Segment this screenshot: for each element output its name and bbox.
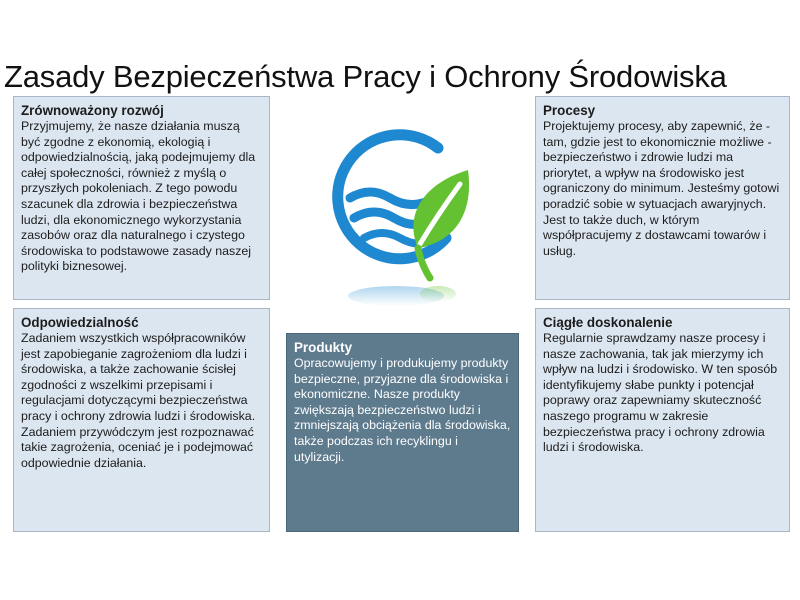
page-title: Zasady Bezpieczeństwa Pracy i Ochrony Środowiska xyxy=(4,59,727,94)
section-heading: Produkty xyxy=(294,340,353,355)
section-products xyxy=(286,333,519,532)
section-text: Regularnie sprawdzamy nasze procesy i nasze zachowania, tak jak mierzymy ich wpływ na ludzi i środowisko. W ten sposób identyfikujemy słabe punkty i potencjał poprawy oraz zapewniamy skuteczność naszego programu w zakresie bezpieczeństwa pracy i ochrony zdrowia ludzi i środowiska. xyxy=(543,331,778,455)
section-heading: Odpowiedzialność xyxy=(21,315,139,330)
section-text: Opracowujemy i produkujemy produkty bezpieczne, przyjazne dla środowiska i ekonomiczne. Nasze produkty zwiększają bezpieczeństwo ludzi i zmniejszają obciążenia dla środowiska, także podczas ich recyklingu i utylizacji. xyxy=(294,356,511,464)
section-sustainable-development xyxy=(13,96,270,300)
section-continuous-improvement xyxy=(535,308,790,532)
section-heading: Procesy xyxy=(543,103,596,118)
section-text: Projektujemy procesy, aby zapewnić, że - tam, gdzie jest to ekonomicznie możliwe - bezpieczeństwo i zdrowie ludzi ma priorytet, a wpływ na środowisko jest ograniczony do minimum. Jesteśmy gotowi poradzić sobie w sytuacjach awaryjnych. Jest to także duch, w którym współpracujemy z dostawcami towarów i usług. xyxy=(543,119,780,258)
section-heading: Ciągłe doskonalenie xyxy=(543,315,673,330)
section-processes xyxy=(535,96,790,300)
water-leaf-icon xyxy=(318,120,488,320)
section-text: Przyjmujemy, że nasze działania muszą być zgodne z ekonomią, ekologią i odpowiedzialnością, jaką podejmujemy dla całej społeczności, również z myślą o przyszłych pokoleniach. Z tego powodu szacunek dla zdrowia i bezpieczeństwa ludzi, dla ekonomicznego wykorzystania zasobów oraz dla naturalnego i czystego środowiska to podstawowe zasady naszej polityki biznesowej. xyxy=(21,119,256,274)
section-responsibility xyxy=(13,308,270,532)
section-heading: Zrównoważony rozwój xyxy=(21,103,164,118)
section-text: Zadaniem wszystkich współpracowników jest zapobieganie zagrożeniom dla ludzi i środowiska, a także zachowanie ścisłej zgodności z wszelkimi przepisami i regulacjami dotyczącymi bezpieczeństwa pracy i ochrony zdrowia ludzi i środowiska. Zadaniem przywódczym jest rozpoznawać takie zagrożenia, oceniać je i podejmować odpowiednie działania. xyxy=(21,331,256,470)
